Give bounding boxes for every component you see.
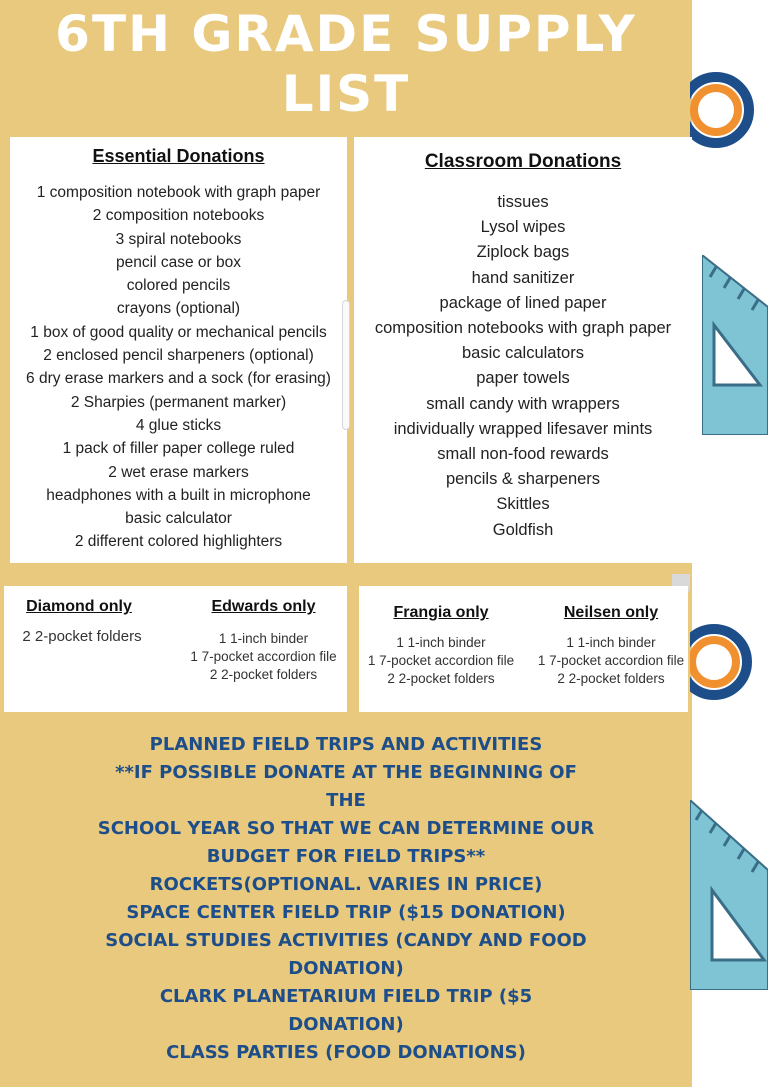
teacher-heading-frangia: Frangia only [393, 604, 489, 621]
teacher-heading-edwards: Edwards only [211, 598, 316, 615]
field-trips-line: DONATION) [288, 1014, 404, 1035]
list-item: 2 2-pocket folders [209, 667, 318, 682]
list-item: 2 enclosed pencil sharpeners (optional) [43, 347, 314, 365]
field-trips-line: CLASS PARTIES (FOOD DONATIONS) [166, 1042, 526, 1063]
list-item: 1 7-pocket accordion file [367, 653, 515, 668]
list-item: Lysol wipes [480, 218, 566, 237]
list-item: 6 dry erase markers and a sock (for erasing) [26, 370, 331, 388]
list-item: 2 2-pocket folders [22, 628, 142, 645]
list-item: Ziplock bags [476, 243, 570, 262]
list-item: 4 glue sticks [135, 416, 222, 434]
list-item: Goldfish [492, 520, 554, 539]
list-item: 1 1-inch binder [566, 635, 656, 650]
teacher-heading-neilsen: Neilsen only [563, 604, 659, 621]
list-item: paper towels [476, 369, 570, 388]
list-item: 1 7-pocket accordion file [190, 649, 337, 664]
list-item: 1 1-inch binder [396, 635, 486, 650]
list-item: package of lined paper [439, 293, 607, 312]
classroom-donations-heading: Classroom Donations [424, 151, 622, 172]
list-item: 2 different colored highlighters [74, 533, 283, 551]
field-trips-line: PLANNED FIELD TRIPS AND ACTIVITIES [149, 734, 543, 755]
list-item: 1 box of good quality or mechanical pencils [30, 323, 327, 341]
classroom-donations-list [354, 190, 692, 543]
list-item: headphones with a built in microphone [46, 486, 311, 504]
field-trips-line: SCHOOL YEAR SO THAT WE CAN DETERMINE OUR [97, 818, 595, 839]
teacher-list-frangia [361, 634, 521, 688]
list-item: Skittles [496, 495, 550, 514]
list-item: 2 2-pocket folders [557, 671, 665, 686]
list-item: basic calculators [462, 344, 584, 363]
resize-handle [342, 300, 350, 430]
field-trips-line: BUDGET FOR FIELD TRIPS** [206, 846, 486, 867]
list-item: small candy with wrappers [426, 394, 620, 413]
list-item: hand sanitizer [471, 268, 575, 287]
list-item: 2 2-pocket folders [387, 671, 495, 686]
field-trips-section [96, 731, 596, 1067]
teacher-list-edwards [176, 630, 351, 684]
field-trips-line: THE [326, 790, 366, 811]
list-item: 1 composition notebook with graph paper [36, 184, 321, 201]
teacher-card-diamond-edwards [4, 586, 347, 712]
list-item: 2 wet erase markers [108, 463, 249, 481]
list-item: basic calculator [125, 510, 232, 528]
ruler-triangle-icon [702, 255, 768, 435]
list-item: pencil case or box [116, 253, 241, 271]
essential-donations-heading: Essential Donations [92, 146, 265, 166]
teacher-list-diamond [4, 628, 154, 646]
list-item: crayons (optional) [116, 300, 241, 318]
teacher-column-neilsen [531, 602, 691, 688]
list-item: 1 1-inch binder [218, 631, 309, 646]
ring-icon [690, 68, 768, 152]
page-title-line-1: 6TH GRADE SUPPLY [55, 5, 637, 63]
teacher-column-frangia [361, 602, 521, 688]
list-item: individually wrapped lifesaver mints [393, 419, 653, 438]
list-item: 1 7-pocket accordion file [537, 653, 685, 668]
field-trips-line: CLARK PLANETARIUM FIELD TRIP ($5 [159, 986, 533, 1007]
list-item: 1 pack of filler paper college ruled [62, 440, 295, 458]
page-title [0, 4, 692, 124]
page-title-line-2: LIST [281, 65, 411, 123]
ring-icon [690, 620, 768, 704]
field-trips-line: ROCKETS(OPTIONAL. VARIES IN PRICE) [149, 874, 543, 895]
teacher-column-diamond [4, 596, 154, 646]
teacher-heading-diamond: Diamond only [26, 598, 132, 615]
essential-donations-list [10, 181, 347, 554]
list-item: composition notebooks with graph paper [374, 319, 672, 338]
field-trips-line: SPACE CENTER FIELD TRIP ($15 DONATION) [126, 902, 566, 923]
list-item: tissues [497, 193, 549, 211]
field-trips-line: **IF POSSIBLE DONATE AT THE BEGINNING OF [115, 762, 577, 783]
list-item: colored pencils [126, 277, 231, 295]
teacher-card-frangia-neilsen [359, 586, 688, 712]
list-item: pencils & sharpeners [445, 470, 601, 489]
ruler-triangle-icon [690, 800, 768, 990]
field-trips-line: SOCIAL STUDIES ACTIVITIES (CANDY AND FOOD [105, 930, 587, 951]
list-item: 3 spiral notebooks [115, 230, 242, 248]
classroom-donations-card [354, 137, 692, 563]
essential-donations-card [10, 137, 347, 563]
field-trips-line: DONATION) [288, 958, 404, 979]
list-item: small non-food rewards [437, 445, 609, 464]
list-item: 2 composition notebooks [92, 207, 265, 225]
teacher-column-edwards [176, 596, 351, 684]
teacher-list-neilsen [531, 634, 691, 688]
list-item: 2 Sharpies (permanent marker) [70, 393, 287, 411]
